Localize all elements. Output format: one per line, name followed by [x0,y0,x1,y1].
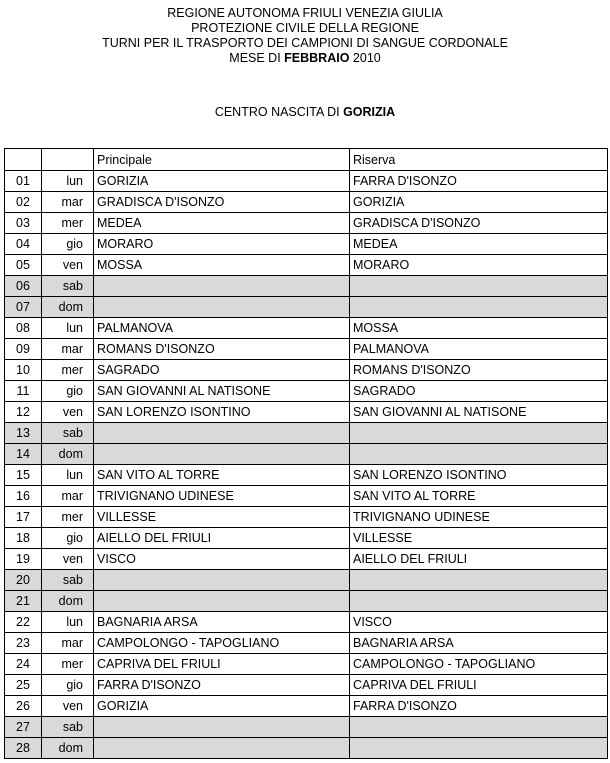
principale-cell: VISCO [94,549,350,570]
table-row [5,507,608,528]
riserva-cell: MORARO [350,255,608,276]
principale-cell [94,444,350,465]
principale-cell: SAN LORENZO ISONTINO [94,402,350,423]
riserva-cell: FARRA D'ISONZO [350,696,608,717]
subtitle-prefix: CENTRO NASCITA DI [214,105,344,119]
riserva-cell: VILLESSE [350,528,608,549]
riserva-cell: SAN VITO AL TORRE [350,486,608,507]
principale-cell: VILLESSE [94,507,350,528]
riserva-cell [350,570,608,591]
day-number-cell: 16 [5,486,42,507]
schedule-table [4,148,608,759]
day-number-cell: 08 [5,318,42,339]
table-row [5,612,608,633]
month-prefix: MESE DI [229,51,285,65]
principale-cell: MORARO [94,234,350,255]
table-row [5,297,608,318]
table-row [5,675,608,696]
principale-cell [94,591,350,612]
day-number-cell: 28 [5,738,42,759]
weekday-cell: mer [42,654,94,675]
weekday-cell: ven [42,402,94,423]
day-number-cell: 27 [5,717,42,738]
principale-cell: CAMPOLONGO - TAPOGLIANO [94,633,350,654]
table-row [5,528,608,549]
riserva-cell: AIELLO DEL FRIULI [350,549,608,570]
table-row [5,318,608,339]
day-number-cell: 11 [5,381,42,402]
day-number-cell: 12 [5,402,42,423]
table-row [5,633,608,654]
header-title: TURNI PER IL TRASPORTO DEI CAMPIONI DI SANGUE CORDONALE [102,36,508,50]
riserva-cell [350,444,608,465]
riserva-cell: BAGNARIA ARSA [350,633,608,654]
riserva-cell: MOSSA [350,318,608,339]
weekday-cell: gio [42,234,94,255]
day-number-cell: 01 [5,171,42,192]
riserva-cell: SAN LORENZO ISONTINO [350,465,608,486]
day-number-cell: 14 [5,444,42,465]
header-month [0,51,610,66]
table-row [5,255,608,276]
day-number-cell: 06 [5,276,42,297]
table-row [5,276,608,297]
weekday-cell: gio [42,528,94,549]
day-number-cell: 20 [5,570,42,591]
weekday-cell: mar [42,633,94,654]
principale-cell: FARRA D'ISONZO [94,675,350,696]
day-number-cell: 04 [5,234,42,255]
table-row [5,171,608,192]
header-cell-principale: Principale [94,149,350,171]
principale-cell: GORIZIA [94,171,350,192]
weekday-cell: mar [42,339,94,360]
table-row [5,360,608,381]
weekday-cell: sab [42,423,94,444]
weekday-cell: lun [42,171,94,192]
day-number-cell: 22 [5,612,42,633]
weekday-cell: lun [42,318,94,339]
principale-cell [94,738,350,759]
day-number-cell: 09 [5,339,42,360]
riserva-cell: PALMANOVA [350,339,608,360]
weekday-cell: sab [42,717,94,738]
principale-cell: CAPRIVA DEL FRIULI [94,654,350,675]
day-number-cell: 21 [5,591,42,612]
table-row [5,486,608,507]
principale-cell: MEDEA [94,213,350,234]
header-cell-day [42,149,94,171]
riserva-cell: GRADISCA D'ISONZO [350,213,608,234]
weekday-cell: dom [42,297,94,318]
day-number-cell: 19 [5,549,42,570]
day-number-cell: 03 [5,213,42,234]
day-number-cell: 15 [5,465,42,486]
riserva-cell: CAMPOLONGO - TAPOGLIANO [350,654,608,675]
principale-cell [94,276,350,297]
principale-cell: TRIVIGNANO UDINESE [94,486,350,507]
day-number-cell: 25 [5,675,42,696]
riserva-cell: CAPRIVA DEL FRIULI [350,675,608,696]
day-number-cell: 02 [5,192,42,213]
principale-cell: PALMANOVA [94,318,350,339]
riserva-cell: FARRA D'ISONZO [350,171,608,192]
table-row [5,549,608,570]
principale-cell: SAN VITO AL TORRE [94,465,350,486]
day-number-cell: 17 [5,507,42,528]
principale-cell [94,570,350,591]
weekday-cell: ven [42,549,94,570]
riserva-cell [350,297,608,318]
weekday-cell: ven [42,255,94,276]
principale-cell: GRADISCA D'ISONZO [94,192,350,213]
day-number-cell: 24 [5,654,42,675]
table-row [5,423,608,444]
day-number-cell: 26 [5,696,42,717]
table-row [5,738,608,759]
principale-cell: SAGRADO [94,360,350,381]
riserva-cell: SAGRADO [350,381,608,402]
weekday-cell: dom [42,738,94,759]
table-row [5,654,608,675]
principale-cell: MOSSA [94,255,350,276]
riserva-cell: SAN GIOVANNI AL NATISONE [350,402,608,423]
table-row [5,381,608,402]
table-row [5,570,608,591]
riserva-cell [350,276,608,297]
day-number-cell: 07 [5,297,42,318]
table-header-row [5,149,608,171]
riserva-cell: GORIZIA [350,192,608,213]
table-row [5,591,608,612]
principale-cell: BAGNARIA ARSA [94,612,350,633]
riserva-cell [350,423,608,444]
principale-cell: ROMANS D'ISONZO [94,339,350,360]
document-header [0,6,610,66]
day-number-cell: 05 [5,255,42,276]
month-name: FEBBRAIO [284,51,350,65]
weekday-cell: mer [42,360,94,381]
day-number-cell: 13 [5,423,42,444]
table-row [5,234,608,255]
principale-cell [94,717,350,738]
header-cell-num [5,149,42,171]
day-number-cell: 18 [5,528,42,549]
weekday-cell: mar [42,192,94,213]
principale-cell: GORIZIA [94,696,350,717]
weekday-cell: dom [42,444,94,465]
weekday-cell: sab [42,276,94,297]
riserva-cell [350,738,608,759]
weekday-cell: mer [42,213,94,234]
day-number-cell: 23 [5,633,42,654]
weekday-cell: lun [42,465,94,486]
birth-center-title [0,105,610,120]
riserva-cell: TRIVIGNANO UDINESE [350,507,608,528]
riserva-cell: VISCO [350,612,608,633]
riserva-cell [350,717,608,738]
riserva-cell: MEDEA [350,234,608,255]
weekday-cell: mer [42,507,94,528]
table-row [5,402,608,423]
table-row [5,339,608,360]
principale-cell [94,297,350,318]
table-row [5,717,608,738]
principale-cell: SAN GIOVANNI AL NATISONE [94,381,350,402]
table-row [5,192,608,213]
header-agency: PROTEZIONE CIVILE DELLA REGIONE [191,21,419,35]
header-cell-riserva: Riserva [350,149,608,171]
table-row [5,444,608,465]
principale-cell [94,423,350,444]
header-region: REGIONE AUTONOMA FRIULI VENEZIA GIULIA [167,6,443,20]
subtitle-city: GORIZIA [343,105,396,119]
weekday-cell: mar [42,486,94,507]
riserva-cell [350,591,608,612]
table-row [5,696,608,717]
table-row [5,213,608,234]
month-year: 2010 [349,51,381,65]
table-row [5,465,608,486]
weekday-cell: dom [42,591,94,612]
weekday-cell: gio [42,381,94,402]
principale-cell: AIELLO DEL FRIULI [94,528,350,549]
weekday-cell: sab [42,570,94,591]
weekday-cell: ven [42,696,94,717]
weekday-cell: gio [42,675,94,696]
day-number-cell: 10 [5,360,42,381]
weekday-cell: lun [42,612,94,633]
riserva-cell: ROMANS D'ISONZO [350,360,608,381]
